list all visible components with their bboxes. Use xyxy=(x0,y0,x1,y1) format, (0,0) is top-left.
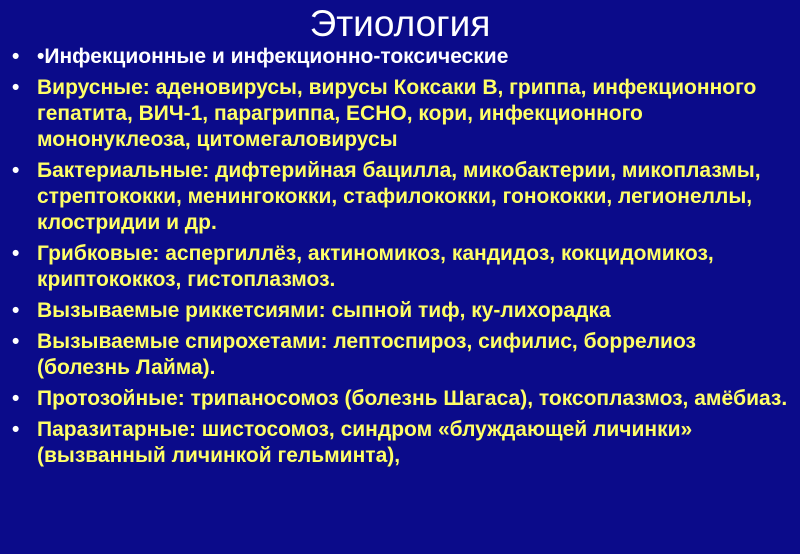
bullet-text: Бактериальные: дифтерийная бацилла, микобактерии, микоплазмы, стрептококки, менингококки, стафилококки, гонококки, легионеллы, клостридии и др. xyxy=(37,159,761,234)
bullet-dot-icon: • xyxy=(12,299,20,322)
bullet-item-viral xyxy=(12,75,792,153)
bullet-text: Вызываемые спирохетами: лептоспироз, сифилис, боррелиоз (болезнь Лайма). xyxy=(37,330,696,379)
bullet-dot-icon: • xyxy=(12,330,20,353)
bullet-text: Протозойные: трипаносомоз (болезнь Шагаса), токсоплазмоз, амёбиаз. xyxy=(37,387,788,410)
bullet-text: Паразитарные: шистосомоз, синдром «блуждающей личинки» (вызванный личинкой гельминта), xyxy=(37,418,693,467)
bullet-text: Вызываемые риккетсиями: сыпной тиф, ку-лихорадка xyxy=(37,299,611,322)
bullet-item-infectious xyxy=(12,44,792,70)
bullet-dot-icon: • xyxy=(12,76,20,99)
bullet-dot-icon: • xyxy=(12,159,20,182)
bullet-text: Грибковые: аспергиллёз, актиномикоз, кандидоз, кокцидомикоз, криптококкоз, гистоплазмоз. xyxy=(37,242,714,291)
bullet-item-protozoal xyxy=(12,386,792,412)
bullet-item-parasitic xyxy=(12,417,792,469)
bullet-dot-icon: • xyxy=(12,387,20,410)
bullet-item-spirochetal xyxy=(12,329,792,381)
bullet-item-bacterial xyxy=(12,158,792,236)
slide-title: Этиология xyxy=(309,3,491,44)
bullet-item-fungal xyxy=(12,241,792,293)
bullet-text: •Инфекционные и инфекционно-токсические xyxy=(37,45,509,68)
bullet-dot-icon: • xyxy=(12,418,20,441)
bullet-list xyxy=(12,44,792,474)
bullet-dot-icon: • xyxy=(12,45,20,68)
bullet-text: Вирусные: аденовирусы, вирусы Коксаки В, гриппа, инфекционного гепатита, ВИЧ-1, парагриппа, ЕСНО, кори, инфекционного мононуклеоза, цитомегаловирусы xyxy=(37,76,757,151)
bullet-dot-icon: • xyxy=(12,242,20,265)
bullet-item-rickettsial xyxy=(12,298,792,324)
